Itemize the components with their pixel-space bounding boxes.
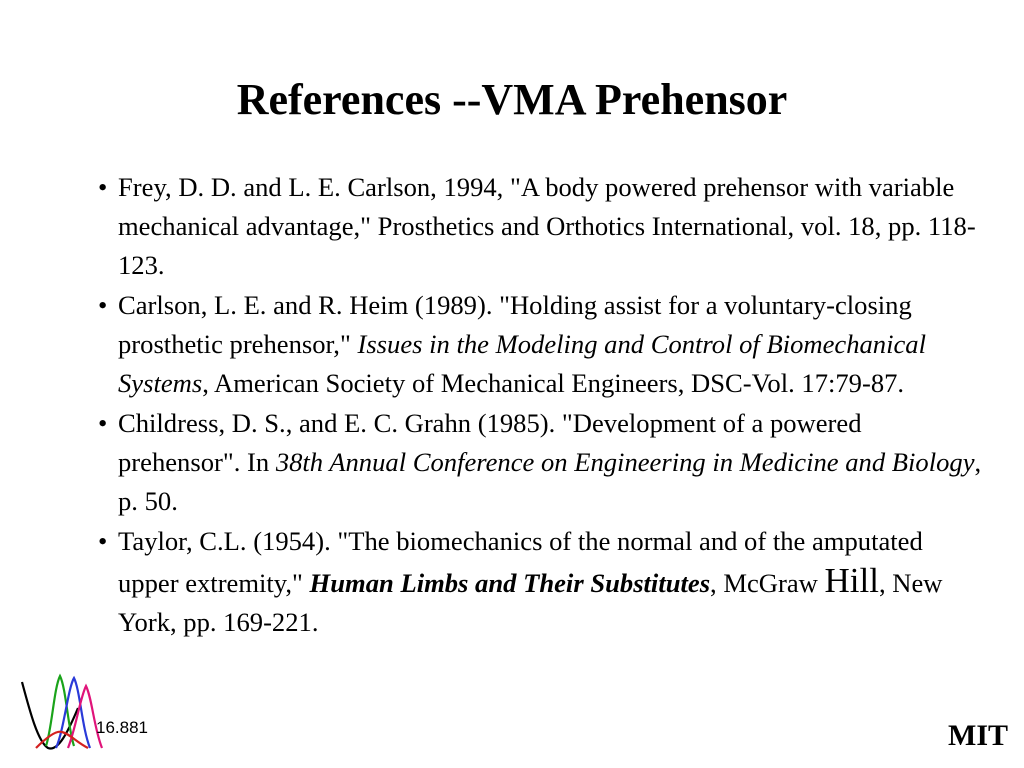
reference-text: Frey, D. D. and L. E. Carlson, 1994, "A body powered prehensor with variable mechanical advantage," Prosthetics and Orthotics International, vol. 18, pp. 118-123. [118, 172, 976, 280]
bullet-marker: • [98, 172, 108, 202]
bullet-marker: • [98, 408, 108, 438]
reference-text-large: Hill [824, 561, 879, 600]
reference-item [98, 168, 988, 285]
reference-source-title: Issues in the Modeling and Control of Biomechanical Systems [118, 329, 926, 398]
reference-source-title: 38th Annual Conference on Engineering in Medicine and Biology [275, 447, 975, 477]
slide-title: References --VMA Prehensor [236, 75, 788, 124]
curves-logo-icon [16, 668, 106, 752]
reference-source-title: Human Limbs and Their Substitutes [309, 568, 711, 598]
bullet-marker: • [98, 290, 108, 320]
reference-item [98, 522, 988, 642]
reference-text: Taylor, C.L. (1954). "The biomechanics of the normal and of the amputated upper extremity," [118, 526, 923, 598]
bullet-marker: • [98, 526, 108, 556]
course-number: 16.881 [96, 718, 148, 737]
reference-text: , New York, pp. 169-221. [118, 568, 943, 637]
reference-text: , McGraw [710, 568, 825, 598]
institution-label: MIT [948, 719, 1008, 752]
reference-item [98, 286, 988, 403]
reference-text: Carlson, L. E. and R. Heim (1989). "Holding assist for a voluntary-closing prosthetic prehensor," [118, 290, 912, 359]
reference-item [98, 404, 988, 521]
reference-list [98, 168, 988, 643]
reference-text: , p. 50. [118, 447, 982, 516]
reference-text: , American Society of Mechanical Engineers, DSC-Vol. 17:79-87. [202, 368, 905, 398]
reference-text: Childress, D. S., and E. C. Grahn (1985). "Development of a powered prehensor". In [118, 408, 862, 477]
